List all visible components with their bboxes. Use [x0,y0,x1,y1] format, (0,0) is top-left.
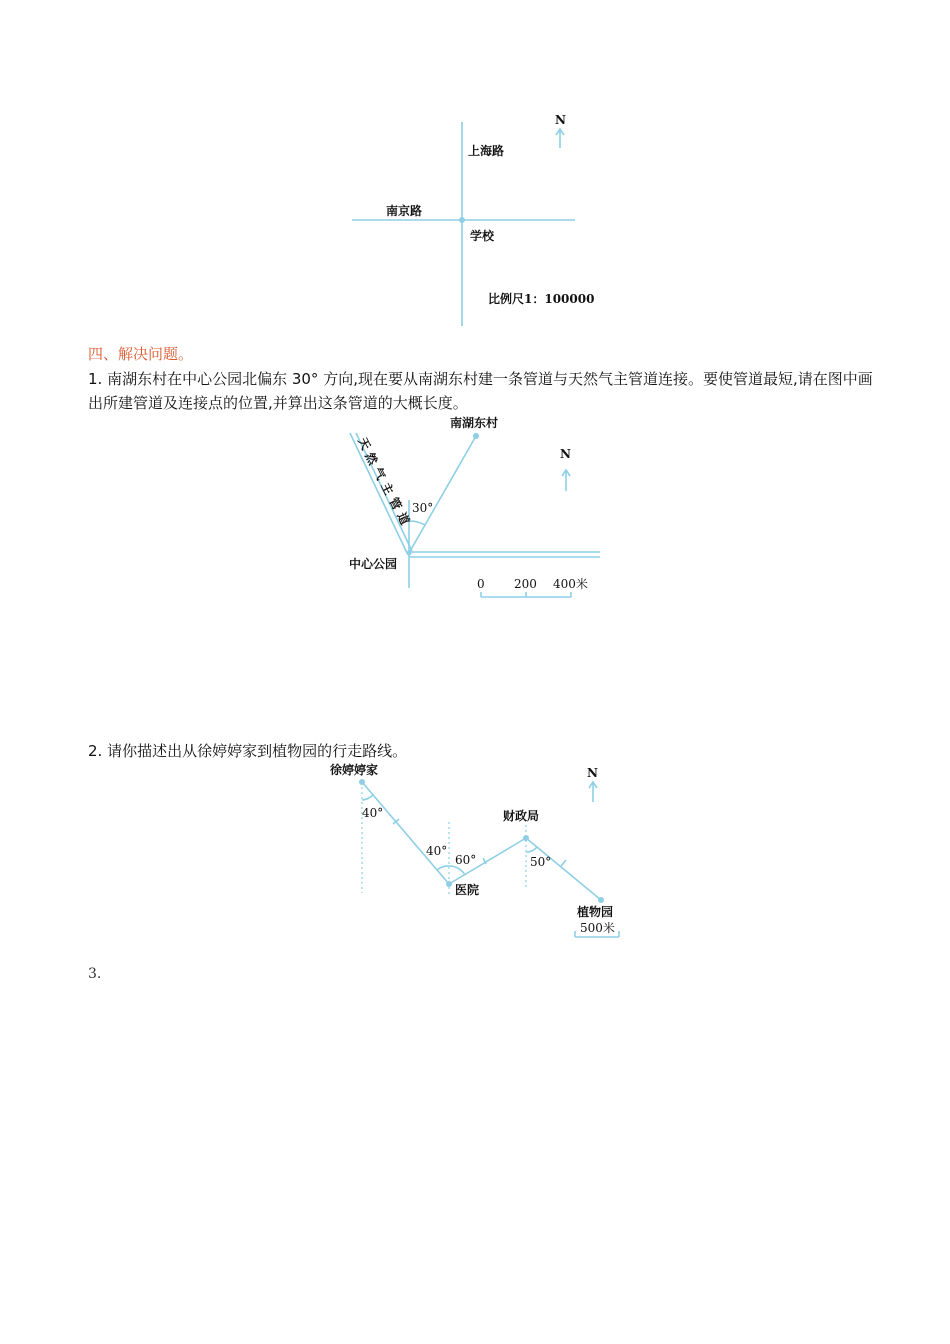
garden-point [598,897,604,903]
finance-point [523,835,529,841]
garden-label: 植物园 [577,905,614,919]
north-label: N [555,113,566,127]
pipeline-char-3: 气 [370,465,389,483]
angle-40b-arc [437,866,449,870]
angle-40b-label: 40° [426,844,448,858]
angle-30-label: 30° [412,501,434,515]
pipeline-char-1: 天 [355,435,374,453]
route-home-hospital [362,782,449,884]
angle-50-arc [526,847,537,852]
scale-0-label: 0 [477,577,485,591]
scale-400-label: 400米 [553,577,588,591]
school-label: 学校 [470,229,495,243]
angle-40a-label: 40° [362,806,384,820]
tick-3 [561,860,566,866]
shanghai-road-label: 上海路 [468,144,505,158]
home-point [359,779,365,785]
pipeline-char-4: 主 [378,480,397,498]
angle-60-arc [449,866,465,875]
finance-label: 财政局 [503,809,540,823]
pipeline-char-5: 管 [386,495,405,513]
hospital-label: 医院 [455,883,480,897]
pipeline-char-2: 然 [362,450,381,468]
angle-50-label: 50° [530,855,552,869]
angle-40a-arc [362,795,373,800]
question-3-label: 3. [88,966,102,982]
scale-label-3: 500米 [580,921,615,935]
question-1-text: 1. 南湖东村在中心公园北偏东 30° 方向,现在要从南湖东村建一条管道与天然气主管道连接。要使管道最短,请在图中画出所建管道及连接点的位置,并算出这条管道的大概长度。 [88,370,873,412]
village-label: 南湖东村 [450,416,499,430]
hospital-point [446,881,452,887]
angle-60-label: 60° [455,853,477,867]
nanjing-road-label: 南京路 [386,204,423,218]
home-label: 徐婷婷家 [330,763,379,777]
section-title: 四、解决问题。 [88,345,194,363]
north-label-3: N [587,766,598,780]
scale-label: 比例尺1：100000 [488,292,595,306]
park-label: 中心公园 [349,557,398,571]
scale-200-label: 200 [514,577,537,591]
question-2-text: 2. 请你描述出从徐婷婷家到植物园的行走路线。 [88,742,408,760]
pipeline-char-6: 道 [394,510,413,528]
north-label-2: N [560,447,571,461]
